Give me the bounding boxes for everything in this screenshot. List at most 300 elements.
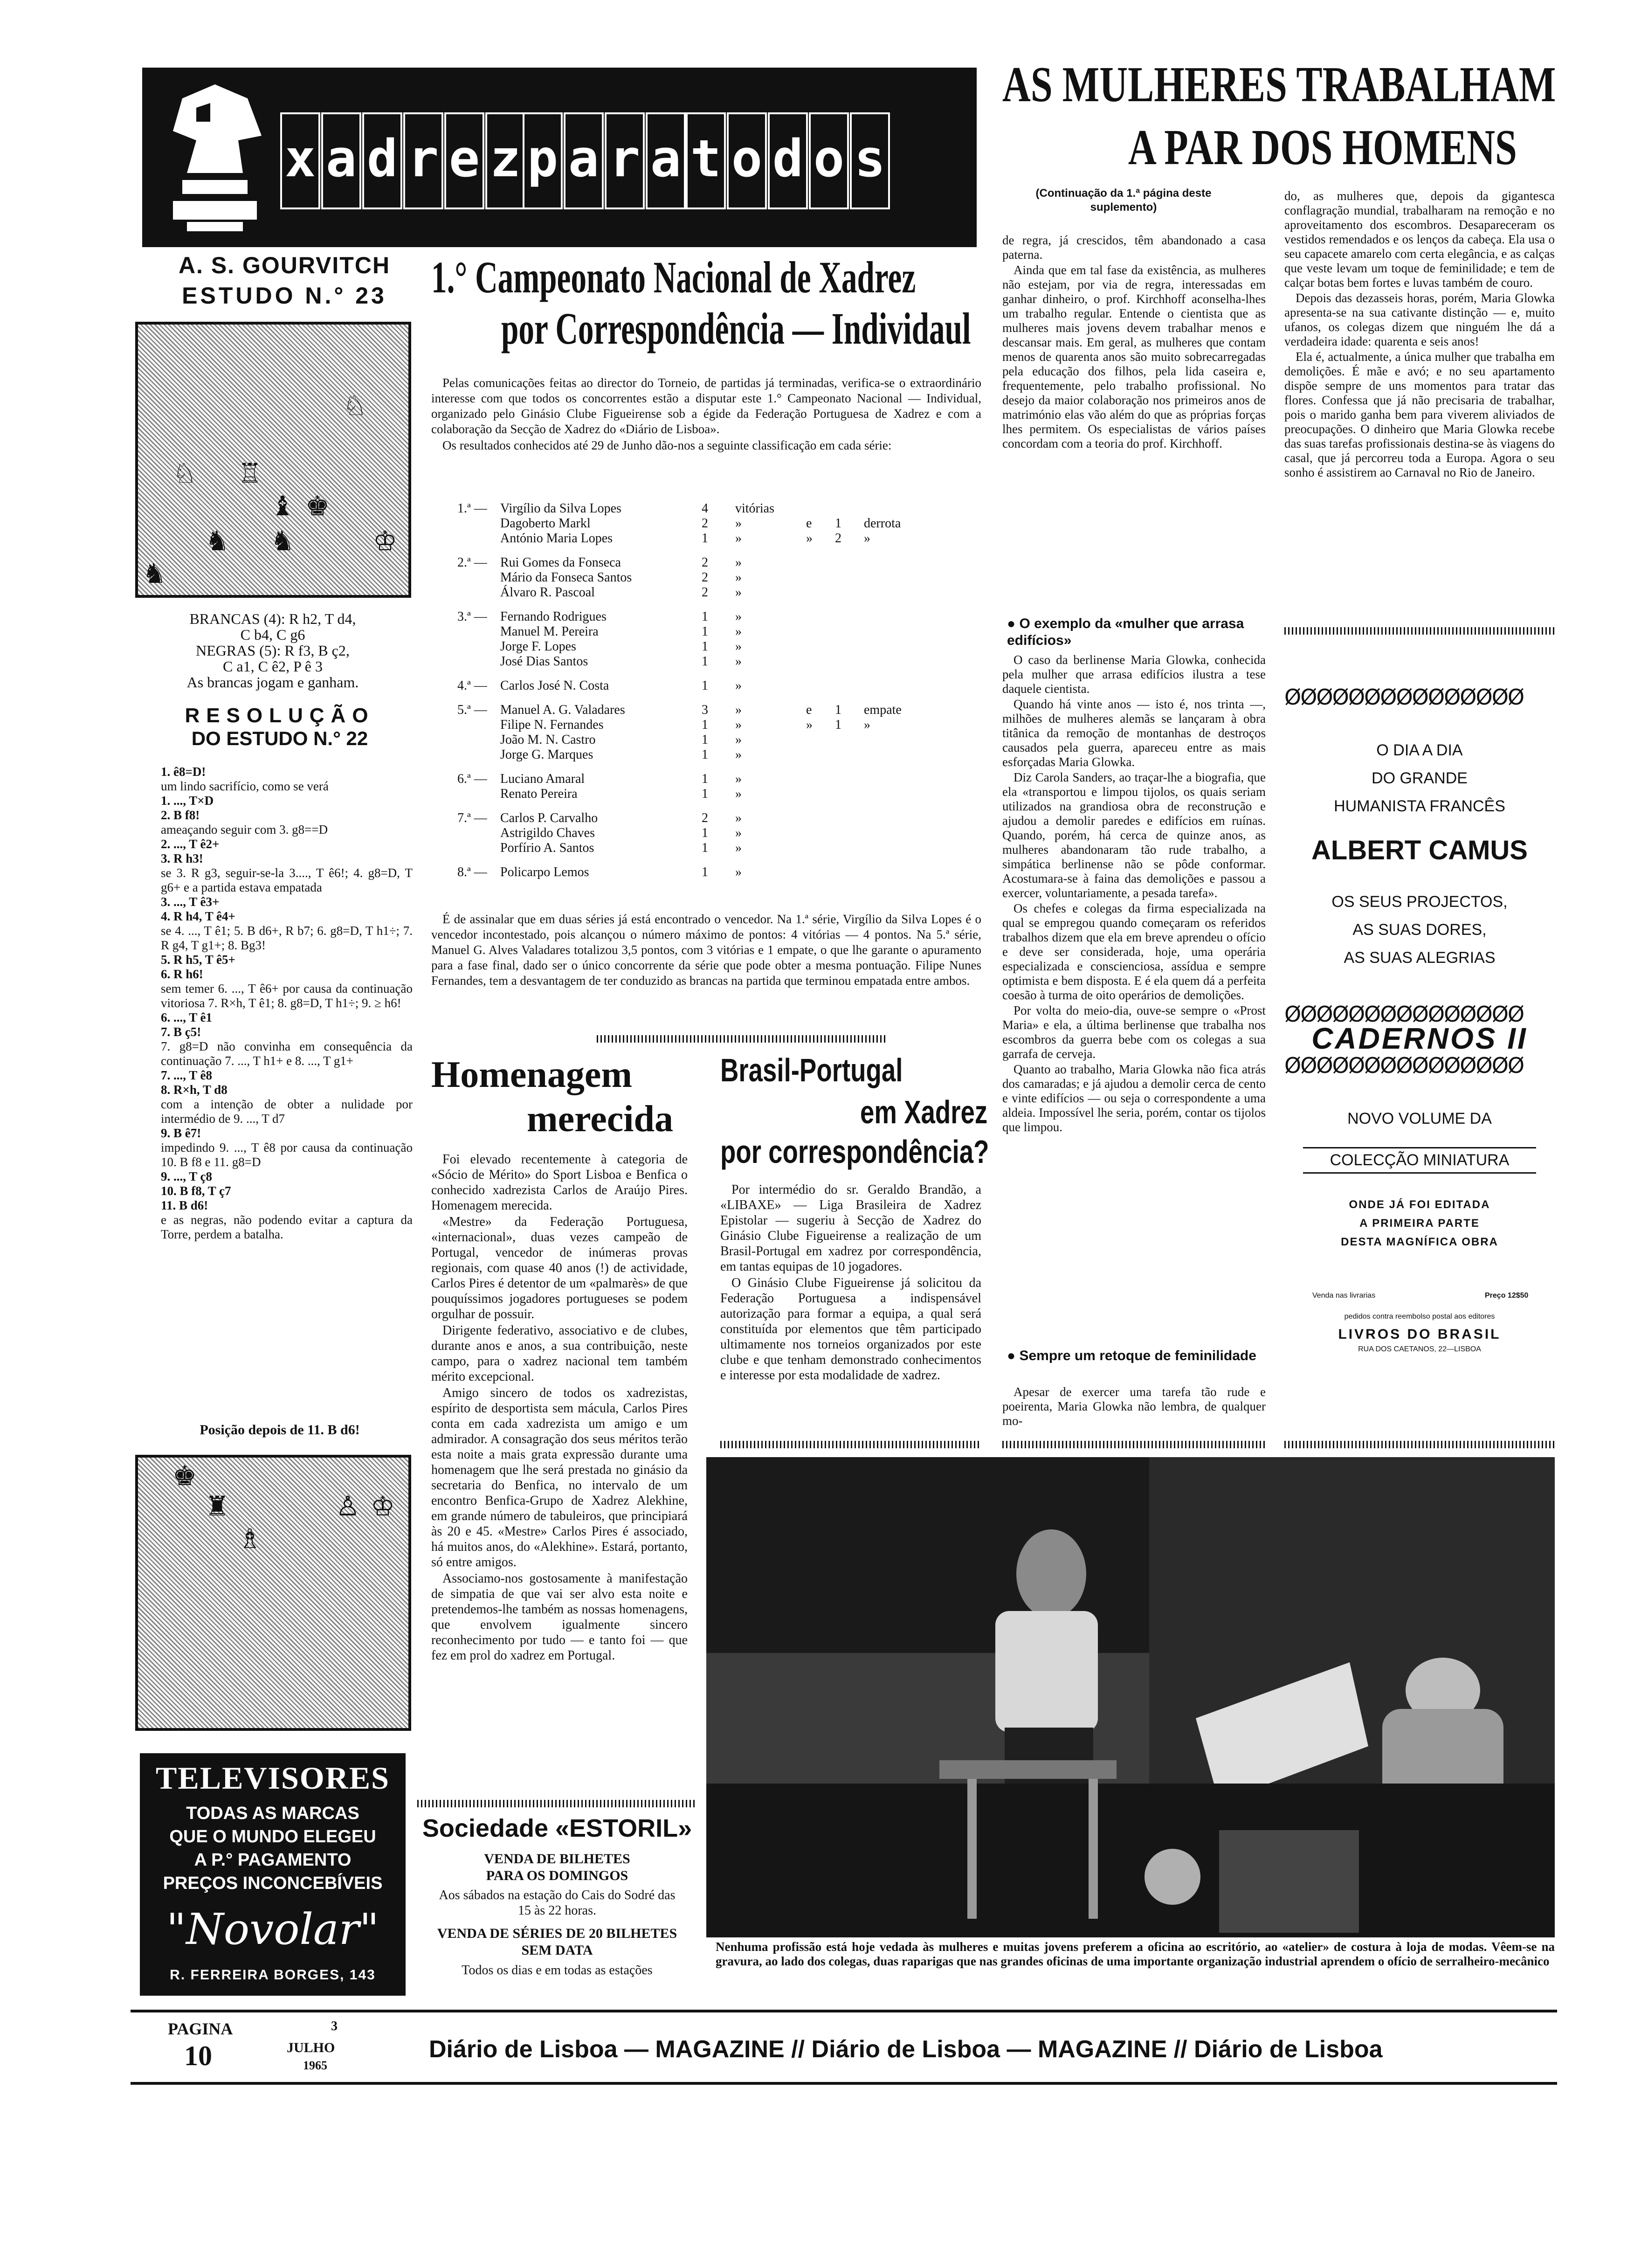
tv-ad-line: A P.° PAGAMENTO <box>194 1850 352 1870</box>
conj <box>803 747 832 772</box>
result-row <box>455 639 932 654</box>
result-row <box>455 624 932 639</box>
result-word-2 <box>861 585 932 609</box>
tv-ad-line: QUE O MUNDO ELEGEU <box>169 1827 376 1846</box>
workshop-photo <box>706 1457 1555 1937</box>
count <box>832 772 861 787</box>
conj <box>803 570 832 585</box>
result-word: » <box>735 531 742 546</box>
banner-letter: p <box>523 112 563 209</box>
results-table <box>455 501 932 889</box>
intro-paragraph: Os resultados conhecidos até 29 de Junho dão-nos a seguinte classificação em cada série: <box>442 438 892 452</box>
result-word: » <box>735 826 742 840</box>
bullet-icon: ● <box>1007 1348 1020 1363</box>
wins: 1 <box>702 678 708 693</box>
count <box>832 733 861 747</box>
women-paragraph: Ainda que em tal fase da existência, as mulheres não estejam, por via de regra, interessadas em ganhar dinheiro, o prof. Kirchhoff aconselha-lhes um trabalho regular. Entende o cientista que as mulheres mais jovens devem trabalhar menos e descansar mais. Em geral, as mulheres que contam menos de quarenta anos são muito sobrecarregadas pela educação dos filhos, pela lida caseira e, frequentemente, pelo trabalho profissional. No desejo da maior colaboração nos primeiros anos de matrimónio elas vão além do que as próprias forças lhes permitem. Os especialistas de vários países concordam com a teoria do prof. Kirchhoff. <box>1002 263 1266 450</box>
series-label: 8.ª — <box>457 865 487 879</box>
camus-line5: AS SUAS DORES, <box>1352 921 1487 939</box>
results-table-wrap <box>455 501 967 889</box>
count <box>832 624 861 639</box>
tv-ad-line: TODAS AS MARCAS <box>186 1804 359 1823</box>
player-name: Policarpo Lemos <box>500 865 589 879</box>
wins: 2 <box>702 516 708 531</box>
move: 2. ..., T ê2+ <box>161 837 220 851</box>
pieces-line: NEGRAS (5): R f3, B ç2, <box>196 642 350 659</box>
move-note: um lindo sacrifício, como se verá <box>161 779 329 793</box>
pieces-line: C b4, C g6 <box>240 626 305 643</box>
count <box>832 787 861 811</box>
position-caption: Posição depois de 11. B d6! <box>200 1422 360 1438</box>
series-label: 4.ª — <box>457 678 487 693</box>
result-word: » <box>735 585 742 600</box>
result-word: » <box>735 733 742 747</box>
study-pieces <box>140 611 406 690</box>
result-row <box>455 516 932 531</box>
player-name: Carlos José N. Costa <box>500 678 609 693</box>
banner-letter: s <box>850 112 890 209</box>
women-paragraph: de regra, já crescidos, têm abandonado a casa paterna. <box>1002 233 1266 262</box>
player-name: Filipe N. Fernandes <box>500 718 604 732</box>
player-name: Fernando Rodrigues <box>500 609 607 624</box>
move-note: e as negras, não podendo evitar a captura da Torre, perdem a batalha. <box>161 1213 413 1241</box>
date-day: 3 <box>331 2019 338 2033</box>
series-label <box>455 639 497 654</box>
ornament-row: ØØØØØØØØØØØØØØØ <box>1284 1003 1524 1026</box>
result-row <box>455 718 932 733</box>
banner-letter: a <box>321 112 361 209</box>
tv-ad-address: R. FERREIRA BORGES, 143 <box>170 1967 376 1983</box>
result-row <box>455 654 932 678</box>
result-row <box>455 570 932 585</box>
banner-letter: d <box>768 112 808 209</box>
result-word-2 <box>861 501 932 516</box>
pieces-line: As brancas jogam e ganham. <box>186 674 359 691</box>
wins: 3 <box>702 703 708 717</box>
women-col1 <box>1002 233 1266 452</box>
banner-letter: a <box>646 112 686 209</box>
bishop-black-icon: ♝ <box>270 490 295 522</box>
women-paragraph: Ela é, actualmente, a única mulher que trabalha em demolições. É mãe e avó; e no seu apartamento dispõe sempre de uns momentos para tratar das flores. Confessa que já não precisaria de trabalhar, pois o marido ganha bem para viverem aliviados de preocupações. O dinheiro que Maria Glowka recebe das suas tarefas profissionais destina-se às viagens do casal, que já percorreu toda a Europa. Agora o seu sonho é assistirem ao Carnaval no Rio de Janeiro. <box>1284 350 1555 479</box>
brasil-title-1: Brasil-Portugal <box>720 1052 903 1088</box>
result-row <box>455 787 932 811</box>
result-word-2 <box>861 772 932 787</box>
camus-small-left: Venda nas livrarias <box>1312 1292 1376 1300</box>
series-label: 2.ª — <box>457 555 487 570</box>
wins: 1 <box>702 654 708 669</box>
result-word-2 <box>861 654 932 678</box>
xadrez-banner <box>142 68 977 247</box>
estoril-text: Aos sábados na estação do Cais do Sodré das 15 às 22 horas. <box>439 1888 676 1918</box>
camus-line10: A PRIMEIRA PARTE <box>1359 1217 1480 1230</box>
conj <box>803 639 832 654</box>
ornament-row: ØØØØØØØØØØØØØØØ <box>1284 1054 1524 1077</box>
banner-letter: o <box>809 112 849 209</box>
result-word: vitórias <box>735 501 774 516</box>
player-name: Mário da Fonseca Santos <box>500 570 632 585</box>
banner-letter: e <box>444 112 484 209</box>
result-row <box>455 501 932 516</box>
result-word-2: » <box>864 531 870 546</box>
player-name: Virgílio da Silva Lopes <box>500 501 621 516</box>
move-note: com a intenção de obter a nulidade por intermédio de 9. ..., T d7 <box>161 1097 413 1126</box>
camus-publisher-addr: RUA DOS CAETANOS, 22—LISBOA <box>1358 1345 1481 1353</box>
brasil-title-2: em Xadrez <box>860 1094 988 1130</box>
conj <box>803 772 832 787</box>
separator <box>720 1441 981 1448</box>
count <box>832 841 861 865</box>
series-label <box>455 516 497 531</box>
player-name: Dagoberto Markl <box>500 516 591 531</box>
king-white-icon: ♔ <box>371 1490 395 1522</box>
knight-white-icon: ♘ <box>343 390 367 422</box>
king-black-icon: ♚ <box>172 1460 197 1492</box>
brasil-paragraph: Por intermédio do sr. Geraldo Brandão, a «LIBAXE» — Liga Brasileira de Xadrez Epistolar — sugeriu à Secção de Xadrez do Ginásio Clube Figueirense a realização de um Brasil-Portugal em xadrez por correspondência, em tantas equipas de 10 jogadores. <box>720 1182 981 1274</box>
tv-ad-brand: "Novolar" <box>166 1904 379 1954</box>
move: 6. R h6! <box>161 967 203 981</box>
wins: 1 <box>702 733 708 747</box>
result-word: » <box>735 718 742 732</box>
player-name: António Maria Lopes <box>500 531 613 546</box>
result-word: » <box>735 639 742 654</box>
result-word-2 <box>861 826 932 841</box>
separator <box>1284 1441 1555 1448</box>
footer-rule-bottom <box>131 2082 1557 2085</box>
result-word: » <box>735 787 742 801</box>
photo-caption: Nenhuma profissão está hoje vedada às mulheres e muitas jovens preferem a oficina ao escritório, ao «atelier» de costura à loja de modas. Vêem-se na gravura, ao lado dos colegas, duas raparigas que nas grandes oficinas de uma importante organização industrial aprendem o ofício de serralheiro-mecânico <box>716 1940 1555 1968</box>
player-name: José Dias Santos <box>500 654 588 669</box>
result-row <box>455 585 932 609</box>
result-word-2 <box>861 747 932 772</box>
move-note: 7. g8=D não convinha em consequência da continuação 7. ..., T h1+ e 8. ..., T g1+ <box>161 1039 413 1068</box>
move: 5. R h5, T ê5+ <box>161 953 235 967</box>
count <box>832 811 861 826</box>
player-name: João M. N. Castro <box>500 733 596 747</box>
series-label <box>455 654 497 678</box>
women-col1c: Apesar de exercer uma tarefa tão rude e poeirenta, Maria Glowka não lembra, de qualquer mo- <box>1002 1385 1266 1428</box>
study-number: ESTUDO N.° 23 <box>182 283 387 309</box>
count <box>832 555 861 570</box>
player-name: Jorge F. Lopes <box>500 639 576 654</box>
series-label: 7.ª — <box>457 811 487 825</box>
championship-title-1: 1.° Campeonato Nacional de Xadrez <box>431 252 916 302</box>
estoril-sub4: SEM DATA <box>521 1943 593 1958</box>
women-paragraph: Por volta do meio-dia, ouve-se sempre o «Prost Maria» e ela, a última berlinense que trabalha nos escombros da guerra bebe com os colegas a sua garrafa de cerveja. <box>1002 1003 1266 1061</box>
championship-title-2: por Correspondência — Individaul <box>501 304 971 353</box>
series-label <box>455 787 497 811</box>
homenagem-paragraph: Dirigente federativo, associativo e de clubes, durante anos e anos, a sua contribuição, neste campo, para o xadrez nacional tem também mérito excepcional. <box>431 1323 688 1384</box>
camus-line3: HUMANISTA FRANCÊS <box>1334 797 1505 815</box>
result-word-2 <box>861 570 932 585</box>
move: 3. R h3! <box>161 851 203 865</box>
player-name: Luciano Amaral <box>500 772 585 786</box>
camus-ad <box>1284 685 1555 1441</box>
ornament-row: ØØØØØØØØØØØØØØØ <box>1284 685 1524 709</box>
tv-ad-title: TELEVISORES <box>156 1760 390 1796</box>
result-row <box>455 811 932 826</box>
series-label <box>455 747 497 772</box>
result-row <box>455 678 932 703</box>
result-row <box>455 841 932 865</box>
result-word-2 <box>861 555 932 570</box>
homenagem-title-1: Homenagem <box>431 1054 633 1095</box>
camus-line7: NOVO VOLUME DA <box>1347 1110 1492 1127</box>
result-word-2 <box>861 609 932 624</box>
championship-closing: É de assinalar que em duas séries já está encontrado o vencedor. Na 1.ª série, Virgílio da Silva Lopes é o vencedor incontestado, pois alcançou o número máximo de pontos: 4 vitórias — 4 pontos. Na 5.ª série, Manuel G. Alves Valadares totalizou 3,5 pontos, com 3 vitórias e 1 empate, o que lhe garante o apuramento para a fase final, dado ser o único concorrente da série que pode obter a mesma pontuação. Filipe Nunes Fernandes, tem a desvantagem de ter conduzido as brancas na partida que terminou empatada entre ambos. <box>431 912 981 988</box>
brasil-paragraph: O Ginásio Clube Figueirense já solicitou da Federação Portuguesa a indispensável autorização para formar a equipa, a qual será constituída por elementos que têm participado ultimamente nos torneios organizados por este clube e que tenham demonstrado conhecimentos e interesse por esta modalidade de xadrez. <box>720 1276 981 1383</box>
result-word-2 <box>861 678 932 703</box>
camus-small-mid: pedidos contra reembolso postal aos editores <box>1344 1313 1495 1321</box>
result-row <box>455 772 932 787</box>
move-note: se 4. ..., T ê1; 5. B d6+, R b7; 6. g8=D, T h1÷; 7. R g4, T g1+; 8. Bg3! <box>161 924 413 952</box>
result-word: » <box>735 841 742 855</box>
camus-line1: O DIA A DIA <box>1376 741 1463 759</box>
count <box>832 639 861 654</box>
pieces-line: BRANCAS (4): R h2, T d4, <box>189 610 356 627</box>
conj: » <box>806 718 813 732</box>
estoril-ad <box>417 1814 697 2000</box>
result-word: » <box>735 772 742 786</box>
wins: 1 <box>702 747 708 762</box>
result-row <box>455 826 932 841</box>
separator <box>597 1035 886 1043</box>
brasil-body <box>720 1182 981 1384</box>
count <box>832 826 861 841</box>
conj <box>803 624 832 639</box>
count: 1 <box>835 516 841 531</box>
result-word: » <box>735 624 742 639</box>
series-label <box>455 718 497 733</box>
count <box>832 585 861 609</box>
women-headline-1: AS MULHERES TRABALHAM <box>1002 57 1556 112</box>
subhead-text: O exemplo da «mulher que arrasa edifícios» <box>1007 616 1244 648</box>
king-black-icon: ♚ <box>305 490 330 522</box>
knight-logo-icon <box>154 80 271 238</box>
result-word: » <box>735 570 742 585</box>
conj <box>803 865 832 889</box>
result-row <box>455 865 932 889</box>
result-word-2 <box>861 639 932 654</box>
wins: 2 <box>702 570 708 585</box>
move: 4. R h4, T ê4+ <box>161 909 235 923</box>
camus-publisher: LIVROS DO BRASIL <box>1338 1327 1501 1342</box>
knight-white-icon: ♘ <box>172 457 197 489</box>
study-author: A. S. GOURVITCH <box>178 252 391 278</box>
result-word: » <box>735 747 742 762</box>
homenagem-paragraph: «Mestre» da Federação Portuguesa, «internacional», duas vezes campeão de Portugal, vencedor de inúmeras provas regionais, com quase 40 anos (!) de actividade, Carlos Pires é detentor de um «palmarès» de que pouquíssimos jogadores portugueses se podem orgulhar de possuir. <box>431 1215 688 1321</box>
player-name: Manuel A. G. Valadares <box>500 703 625 717</box>
brasil-title-3: por correspondência? <box>720 1134 989 1170</box>
conj: e <box>806 703 812 717</box>
separator <box>417 1800 697 1807</box>
chessboard-final <box>135 1455 411 1731</box>
wins: 1 <box>702 787 708 801</box>
wins: 1 <box>702 826 708 840</box>
separator <box>1284 627 1555 635</box>
footer-masthead: Diário de Lisboa — MAGAZINE // Diário de Lisboa — MAGAZINE // Diário de Lisboa <box>429 2036 1383 2063</box>
result-row <box>455 609 932 624</box>
result-word: » <box>735 703 742 717</box>
wins: 1 <box>702 772 708 786</box>
result-word: » <box>735 865 742 879</box>
women-paragraph: Os chefes e colegas da firma especializada na qual se empregou quando começaram os referidos trabalhos dizem que ela em breve aprendeu o ofício e deve ser considerada, hoje, uma operária especializada e conscienciosa, assídua e sempre optimista e bem disposta. E é ela quem dá a perfeita coesão à turma de oito operários de demolições. <box>1002 901 1266 1002</box>
resolution-moves <box>161 765 413 1242</box>
result-word: » <box>735 654 742 669</box>
banner-letter: r <box>403 112 443 209</box>
series-label <box>455 624 497 639</box>
women-paragraph: O caso da berlinense Maria Glowka, conhecida pela mulher que arrasa edifícios ilustra a tese daquele cientista. <box>1002 653 1266 696</box>
wins: 1 <box>702 624 708 639</box>
move: 11. B d6! <box>161 1198 208 1212</box>
resolution-subtitle: DO ESTUDO N.° 22 <box>191 727 368 749</box>
estoril-title: Sociedade «ESTORIL» <box>422 1814 692 1842</box>
move: 10. B f8, T ç7 <box>161 1184 231 1198</box>
result-word-2: » <box>864 718 870 732</box>
result-word-2 <box>861 811 932 826</box>
banner-word-xadrez <box>280 112 526 209</box>
banner-letter: z <box>485 112 525 209</box>
result-row <box>455 747 932 772</box>
move-note: impedindo 9. ..., T ê8 por causa da continuação 10. B f8 e 11. g8=D <box>161 1141 413 1169</box>
result-row <box>455 733 932 747</box>
camus-line8: COLECÇÃO MINIATURA <box>1303 1147 1536 1174</box>
player-name: Astrigildo Chaves <box>500 826 595 840</box>
wins: 1 <box>702 865 708 879</box>
homenagem-title-2: merecida <box>527 1099 673 1140</box>
camus-line6: AS SUAS ALEGRIAS <box>1344 949 1496 967</box>
series-label: 5.ª — <box>457 703 487 717</box>
conj <box>803 841 832 865</box>
bullet-icon: ● <box>1007 616 1020 631</box>
series-label <box>455 531 497 555</box>
player-name: Porfírio A. Santos <box>500 841 594 855</box>
chessboard-study <box>135 322 411 598</box>
move: 8. R×h, T d8 <box>161 1083 228 1097</box>
wins: 1 <box>702 718 708 732</box>
banner-letter: r <box>605 112 645 209</box>
resolution-title: RESOLUÇÃO <box>185 704 375 727</box>
series-label <box>455 733 497 747</box>
banner-letter: o <box>727 112 767 209</box>
women-paragraph: Depois das dezasseis horas, porém, Maria Glowka apresenta-se na sua cativante distinção — e, muito ufanos, os colegas dizem que ninguém lhe dá a verdadeira idade: quarenta e seis anos! <box>1284 291 1555 348</box>
move-note: sem temer 6. ..., T ê6+ por causa da continuação vitoriosa 7. R×h, T ê1; 8. g8=D, T h1÷; 9. ≥ h6! <box>161 982 413 1010</box>
conj <box>803 555 832 570</box>
wins: 1 <box>702 841 708 855</box>
conj <box>803 678 832 703</box>
move: 6. ..., T ê1 <box>161 1010 213 1024</box>
result-word: » <box>735 678 742 693</box>
pieces-line: C a1, C ê2, P ê 3 <box>223 658 323 675</box>
page-number: 10 <box>184 2040 212 2071</box>
date-year: 1965 <box>303 2059 327 2072</box>
camus-series-title: CADERNOS II <box>1311 1022 1528 1055</box>
series-label: 1.ª — <box>457 501 487 516</box>
series-label: 6.ª — <box>457 772 487 786</box>
banner-letter: a <box>564 112 604 209</box>
result-word-2 <box>861 841 932 865</box>
estoril-sub1: VENDA DE BILHETES <box>484 1851 630 1867</box>
conj <box>803 585 832 609</box>
player-name: Renato Pereira <box>500 787 578 801</box>
homenagem-body <box>431 1152 688 1664</box>
count <box>832 609 861 624</box>
footer-rule-top <box>131 2010 1557 2012</box>
intro-paragraph: Pelas comunicações feitas ao director do Torneio, de partidas já terminadas, verifica-se o extraordinário interesse com que todos os concorrentes estão a disputar este 1.° Campeonato Nacional — Individual, organizado pelo Ginásio Clube Figueirense sob a égide da Federação Portuguesa de Xadrez e com a colaboração da Secção de Xadrez do «Diário de Lisboa». <box>431 376 981 436</box>
move: 1. ê8=D! <box>161 765 206 779</box>
women-headline-2: A PAR DOS HOMENS <box>1128 120 1517 175</box>
camus-line2: DO GRANDE <box>1372 769 1468 787</box>
count: 1 <box>835 718 841 732</box>
conj <box>803 609 832 624</box>
count: 1 <box>835 703 841 717</box>
women-paragraph: Quando há vinte anos — isto é, nos trinta —, milhões de mulheres alemãs se lançaram à obra titânica da remoção de montanhas de destroços causados pela guerra, apareceu entre as mais esforçadas Maria Glowka. <box>1002 697 1266 769</box>
championship-intro <box>431 375 981 454</box>
conj <box>803 826 832 841</box>
count <box>832 570 861 585</box>
result-word-2: empate <box>864 703 902 717</box>
result-word-2 <box>861 865 932 889</box>
wins: 2 <box>702 811 708 825</box>
player-name: Manuel M. Pereira <box>500 624 599 639</box>
women-continuation: (Continuação da 1.ª página deste suplemento) <box>1035 187 1212 214</box>
result-word-2 <box>861 733 932 747</box>
result-word-2 <box>861 787 932 811</box>
conj <box>803 654 832 678</box>
result-word: » <box>735 555 742 570</box>
wins: 4 <box>702 501 708 516</box>
separator <box>1002 1441 1266 1448</box>
move: 1. ..., T×D <box>161 794 214 808</box>
count <box>832 654 861 678</box>
count <box>832 501 861 516</box>
move: 3. ..., T ê3+ <box>161 895 220 909</box>
player-name: Jorge G. Marques <box>500 747 593 762</box>
banner-letter: t <box>686 112 726 209</box>
series-label: 3.ª — <box>457 609 487 624</box>
estoril-text2: Todos os dias e em todas as estações <box>462 1963 653 1978</box>
wins: 1 <box>702 639 708 654</box>
move-note: ameaçando seguir com 3. g8==D <box>161 823 328 837</box>
knight-black-icon: ♞ <box>270 525 295 557</box>
women-col1b <box>1002 653 1266 1135</box>
camus-line11: DESTA MAGNÍFICA OBRA <box>1341 1236 1498 1248</box>
result-word: » <box>735 516 742 531</box>
move-note: se 3. R g3, seguir-se-la 3...., T ê6!; 4. g8=D, T g6+ e a partida estava empatada <box>161 866 413 894</box>
pawn-white-icon: ♙ <box>336 1490 360 1522</box>
tv-ad-line: PREÇOS INCONCEBÍVEIS <box>163 1874 383 1893</box>
king-white-icon: ♔ <box>373 525 397 557</box>
result-word-2 <box>861 624 932 639</box>
conj <box>803 733 832 747</box>
player-name: Álvaro R. Pascoal <box>500 585 595 600</box>
knight-black-icon: ♞ <box>142 558 166 589</box>
series-label <box>455 826 497 841</box>
camus-line9: ONDE JÁ FOI EDITADA <box>1349 1198 1490 1211</box>
move: 9. ..., T ç8 <box>161 1169 213 1183</box>
wins: 2 <box>702 585 708 600</box>
bishop-white-icon: ♗ <box>238 1523 262 1555</box>
count <box>832 865 861 889</box>
wins: 1 <box>702 609 708 624</box>
wins: 2 <box>702 555 708 570</box>
conj <box>803 501 832 516</box>
move: 9. B ê7! <box>161 1126 201 1140</box>
rook-black-icon: ♜ <box>205 1490 229 1522</box>
women-paragraph: Quanto ao trabalho, Maria Glowka não fica atrás dos camaradas; e já ajudou a demolir cerca de cento e vinte edifícios — ou seja o correspondente a uma aldeia. Impossível lhe seria, porém, contar os tijolos que limpou. <box>1002 1062 1266 1134</box>
women-subhead-1 <box>1007 615 1268 649</box>
count <box>832 678 861 703</box>
camus-name: ALBERT CAMUS <box>1311 835 1528 865</box>
